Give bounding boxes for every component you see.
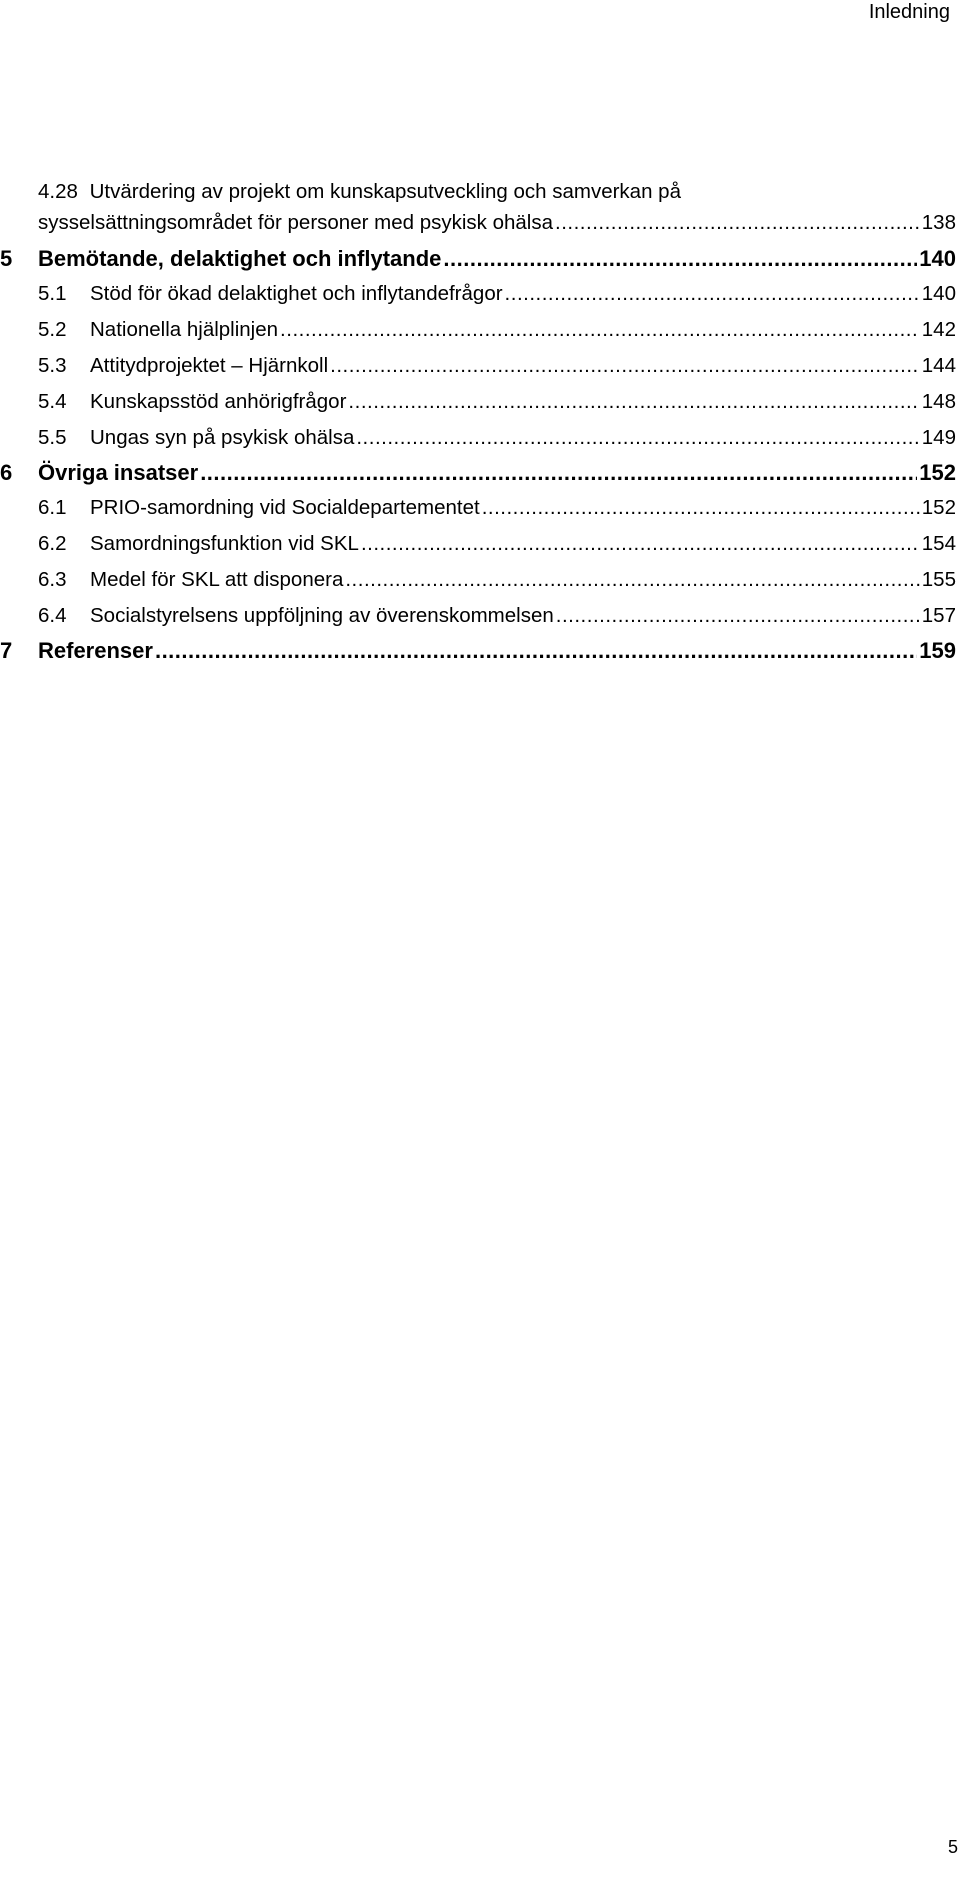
toc-number: 6.3 (38, 568, 67, 591)
toc-number: 6.2 (38, 532, 67, 555)
toc-leader-dots (556, 604, 920, 628)
toc-title: Ungas syn på psykisk ohälsa (90, 426, 355, 449)
toc-number: 6 (0, 460, 13, 485)
toc-number: 5 (0, 246, 13, 271)
toc-leader-dots (443, 247, 917, 271)
toc-entry-5[interactable] (0, 247, 956, 271)
toc-number: 5.4 (38, 390, 67, 413)
toc-title: Övriga insatser (38, 460, 199, 485)
toc-page-number: 140 (921, 282, 956, 305)
toc-page-number: 154 (921, 532, 956, 555)
toc-entry-6[interactable] (0, 461, 956, 485)
toc-page-number: 142 (921, 318, 956, 341)
toc-entry-5-1[interactable] (38, 282, 956, 306)
toc-entry-6-2[interactable] (38, 532, 956, 556)
toc-entry-5-2[interactable] (38, 318, 956, 342)
toc-entry-4-28-line2[interactable] (38, 211, 956, 235)
toc-title: Socialstyrelsens uppföljning av överenskommelsen (90, 604, 554, 627)
toc-title: Stöd för ökad delaktighet och inflytandefrågor (90, 282, 503, 305)
toc-leader-dots (348, 390, 919, 414)
toc-page-number: 144 (921, 354, 956, 377)
toc-leader-dots (280, 318, 920, 342)
toc-page-number: 149 (921, 426, 956, 449)
toc-page-number: 138 (921, 211, 956, 234)
toc-page-number: 155 (921, 568, 956, 591)
toc-number: 6.1 (38, 496, 67, 519)
toc-leader-dots (505, 282, 920, 306)
toc-entry-6-4[interactable] (38, 604, 956, 628)
toc-page-number: 159 (919, 638, 956, 663)
toc-title: Referenser (38, 638, 153, 663)
toc-entry-5-4[interactable] (38, 390, 956, 414)
toc-number: 5.5 (38, 426, 67, 449)
toc-leader-dots (361, 532, 920, 556)
toc-entry-5-5[interactable] (38, 426, 956, 450)
toc-number: 6.4 (38, 604, 67, 627)
toc-leader-dots (345, 568, 919, 592)
toc-title: Utvärdering av projekt om kunskapsutveckling och samverkan på (89, 180, 681, 203)
toc-title: Kunskapsstöd anhörigfrågor (90, 390, 347, 413)
page-number: 5 (947, 1837, 958, 1857)
toc-leader-dots (356, 426, 919, 450)
toc-title: Samordningsfunktion vid SKL (90, 532, 359, 555)
toc-title: sysselsättningsområdet för personer med psykisk ohälsa (38, 211, 554, 234)
toc-entry-7[interactable] (0, 639, 956, 663)
toc-number: 5.3 (38, 354, 67, 377)
toc-title: Bemötande, delaktighet och inflytande (38, 246, 442, 271)
toc-number: 5.2 (38, 318, 67, 341)
toc-page-number: 157 (921, 604, 956, 627)
toc-page-number: 140 (919, 246, 956, 271)
toc-entry-5-3[interactable] (38, 354, 956, 378)
toc-number: 5.1 (38, 282, 67, 305)
table-of-contents (0, 180, 956, 663)
toc-page-number: 148 (921, 390, 956, 413)
toc-title: PRIO-samordning vid Socialdepartementet (90, 496, 480, 519)
toc-leader-dots (155, 639, 917, 663)
toc-entry-4-28-line1[interactable] (38, 180, 956, 204)
toc-entry-6-3[interactable] (38, 568, 956, 592)
toc-page-number: 152 (921, 496, 956, 519)
toc-page-number: 152 (919, 460, 956, 485)
toc-leader-dots (482, 496, 920, 520)
toc-number: 4.28 (38, 180, 78, 203)
toc-number: 7 (0, 638, 13, 663)
running-header: Inledning (868, 1, 950, 23)
toc-leader-dots (330, 354, 920, 378)
toc-title: Attitydprojektet – Hjärnkoll (90, 354, 329, 377)
toc-leader-dots (200, 461, 917, 485)
toc-title: Medel för SKL att disponera (90, 568, 344, 591)
toc-entry-6-1[interactable] (38, 496, 956, 520)
toc-leader-dots (555, 211, 920, 235)
toc-title: Nationella hjälplinjen (90, 318, 279, 341)
